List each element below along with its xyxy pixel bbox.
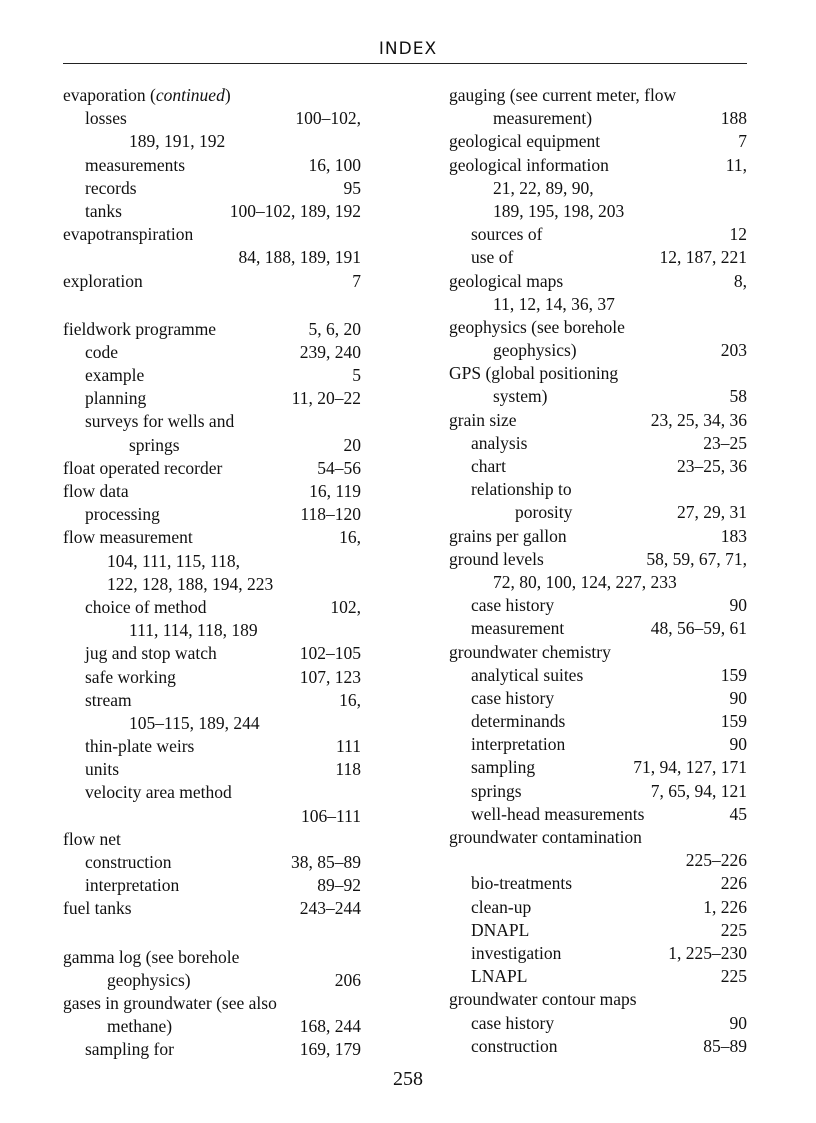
index-entry [63,246,361,269]
index-pages: 90 [729,595,747,616]
index-term: LNAPL [471,966,528,987]
index-term: groundwater contour maps [449,989,637,1010]
index-pages: 107, 123 [299,666,361,687]
index-pages: 168, 244 [299,1016,361,1037]
index-term: groundwater chemistry [449,641,611,662]
index-term: records [85,177,137,198]
index-term: processing [85,504,160,525]
index-term: velocity area method [85,782,232,803]
index-pages: 169, 179 [299,1039,361,1060]
index-pages: 7 [352,270,361,291]
index-term: system) [493,386,548,407]
index-entry [63,503,361,526]
index-term: chart [471,456,506,476]
index-entry [63,874,361,897]
index-term: gauging (see current meter, flow [449,85,677,105]
index-entry [63,457,361,480]
index-entry [449,687,747,710]
index-entry [63,897,361,920]
page-header-title: INDEX [378,39,438,59]
index-pages: 38, 85–89 [291,852,361,872]
index-pages: 225 [720,966,747,987]
index-entry [63,318,361,341]
index-pages: 27, 29, 31 [677,502,747,523]
index-entry [63,1015,361,1038]
index-entry [63,270,361,293]
index-pages: 23–25 [703,432,747,453]
index-term: GPS (global positioning [449,363,619,384]
index-pages: 23–25, 36 [677,456,747,476]
index-pages: 159 [720,664,747,685]
index-term: grains per gallon [449,525,567,546]
index-term: exploration [63,270,143,291]
index-pages: 188 [720,108,747,129]
index-entry [449,130,747,153]
index-entry [63,735,361,758]
index-term: case history [471,687,555,708]
index-pages: 48, 56–59, 61 [650,618,747,639]
index-term: evapotranspiration [63,224,194,245]
index-column-right [449,84,747,1058]
index-pages: 95 [343,177,361,198]
index-term-text: ) [224,85,231,105]
index-entry [449,200,747,223]
index-entry [449,1035,747,1058]
index-pages: 90 [729,687,747,708]
index-term: safe working [85,666,176,687]
index-entry [63,946,361,969]
index-term-text: evaporation ( [63,85,156,105]
index-pages: 71, 94, 127, 171 [633,757,747,778]
index-pages: 58, 59, 67, 71, [646,548,747,569]
index-term: groundwater contamination [449,827,642,847]
index-term: geological information [449,154,609,175]
index-entry [449,826,747,849]
index-entry [63,130,361,153]
index-term: planning [85,388,147,409]
index-term: geological equipment [449,131,601,152]
index-term: springs [129,434,180,455]
index-pages: 89–92 [317,875,361,896]
index-pages: 54–56 [317,457,361,478]
index-entry [449,803,747,826]
index-entry [449,223,747,246]
index-term: case history [471,1012,555,1033]
index-pages: 7, 65, 94, 121 [650,780,747,801]
index-entry [63,387,361,410]
index-term: flow measurement [63,527,193,548]
index-entry [449,154,747,177]
index-term: units [85,759,120,780]
index-entry [449,664,747,687]
index-entry [449,780,747,803]
index-term [63,84,231,107]
index-entry [449,548,747,571]
index-term: example [85,365,145,386]
index-entry [449,733,747,756]
index-entry [63,828,361,851]
index-entry [63,177,361,200]
index-entry [63,200,361,223]
index-entry [63,596,361,619]
page-number: 258 [393,1068,423,1090]
index-entry [449,849,747,872]
index-term: choice of method [85,596,207,617]
index-pages: 159 [720,711,747,732]
index-term: float operated recorder [63,457,223,478]
index-pages: 12, 187, 221 [659,247,747,268]
index-pages: 16, 100 [308,154,361,175]
index-term: geophysics) [107,969,191,990]
index-pages: 111 [336,736,361,757]
index-term: construction [85,852,172,872]
index-pages: 8, [733,270,747,291]
index-term: code [85,341,119,362]
index-entry [449,641,747,664]
index-entry [63,689,361,712]
index-term: 72, 80, 100, 124, 227, 233 [493,571,677,592]
index-pages: 11, [725,154,747,175]
index-term: 111, 114, 118, 189 [129,620,258,641]
index-term: jug and stop watch [85,643,217,664]
index-entry [63,550,361,573]
index-pages: 118–120 [300,504,361,525]
index-entry [449,617,747,640]
index-pages: 106–111 [301,805,361,826]
index-term: 104, 111, 115, 118, [107,550,241,571]
index-term: 189, 191, 192 [129,131,226,152]
index-pages: 16, 119 [309,481,361,501]
index-term: 21, 22, 89, 90, [493,177,594,198]
index-pages: 183 [720,525,747,546]
index-pages: 102, [330,596,361,617]
index-entry [63,758,361,781]
index-entry [449,872,747,895]
index-term: measurement [471,618,565,639]
index-term: DNAPL [471,919,530,940]
index-entry [449,525,747,548]
index-pages: 100–102, 189, 192 [229,200,361,221]
index-entry [449,270,747,293]
index-entry [449,246,747,269]
index-term: flow net [63,828,121,849]
index-term: gases in groundwater (see also [63,992,277,1013]
index-pages: 118 [335,759,361,780]
index-gap [63,921,361,946]
index-entry [449,84,747,107]
index-pages: 84, 188, 189, 191 [238,247,361,268]
index-entry [63,107,361,130]
index-column-left [63,84,361,1062]
index-pages: 102–105 [299,643,361,664]
index-entry [449,293,747,316]
index-entry [449,988,747,1011]
index-entry [449,385,747,408]
index-entry [63,619,361,642]
index-term: tanks [85,200,122,221]
index-entry [449,455,747,478]
index-entry [63,969,361,992]
index-term: geophysics) [493,340,577,361]
index-term: sampling for [85,1039,174,1060]
index-entry [449,362,747,385]
index-pages: 100–102, [295,108,361,129]
index-pages: 7 [738,131,747,152]
index-pages: 12 [729,224,747,245]
index-term: 122, 128, 188, 194, 223 [107,573,274,594]
index-term: 11, 12, 14, 36, 37 [493,293,615,314]
index-term: 189, 195, 198, 203 [493,200,625,221]
index-entry [63,851,361,874]
index-term: interpretation [85,875,180,896]
index-pages: 16, [339,689,361,710]
index-pages: 206 [334,969,361,990]
index-term: methane) [107,1016,173,1037]
index-pages: 225 [720,919,747,940]
index-pages: 243–244 [299,898,361,919]
index-entry [63,666,361,689]
index-entry [63,573,361,596]
index-entry [63,410,361,433]
index-gap [63,293,361,318]
index-term: stream [85,689,132,710]
index-entry [449,478,747,501]
index-entry [63,712,361,735]
index-term-italic: continued [155,85,225,105]
index-term: sampling [471,757,536,778]
index-term: use of [471,247,514,268]
index-entry [63,364,361,387]
index-term: fuel tanks [63,898,132,919]
index-term: sources of [471,224,543,245]
index-term: 105–115, 189, 244 [129,712,260,733]
index-entry [63,642,361,665]
index-entry [449,107,747,130]
index-pages: 45 [729,803,747,824]
index-entry [63,154,361,177]
index-term: investigation [471,942,562,963]
index-entry [449,710,747,733]
index-term: fieldwork programme [63,318,217,339]
index-pages: 5, 6, 20 [308,318,361,339]
index-entry [63,992,361,1015]
index-pages: 5 [352,365,361,386]
index-entry [63,84,361,107]
index-term: well-head measurements [471,803,645,824]
index-term: construction [471,1035,558,1056]
index-entry [449,594,747,617]
index-entry [449,409,747,432]
index-pages: 90 [729,1012,747,1033]
index-pages: 20 [343,434,361,455]
index-term: geophysics (see borehole [449,316,625,337]
index-pages: 85–89 [703,1035,747,1056]
index-entry [449,571,747,594]
index-pages: 225–226 [685,850,747,871]
index-pages: 226 [720,873,747,894]
index-term: geological maps [449,270,564,291]
index-entry [63,1038,361,1061]
index-pages: 1, 225–230 [668,942,747,963]
index-term: interpretation [471,734,566,755]
index-term: springs [471,780,522,801]
index-pages: 239, 240 [299,341,361,362]
index-term: measurement) [493,108,593,129]
index-entry [449,942,747,965]
index-term: relationship to [471,479,572,500]
index-entry [449,919,747,942]
index-entry [63,805,361,828]
index-term: losses [85,108,127,129]
index-entry [449,501,747,524]
index-entry [449,177,747,200]
index-term: gamma log (see borehole [63,946,240,967]
index-term: grain size [449,409,517,430]
index-term: analytical suites [471,664,584,685]
index-term: bio-treatments [471,873,573,894]
index-term: thin-plate weirs [85,736,195,757]
index-entry [63,223,361,246]
header-rule [63,63,747,64]
index-entry [449,1012,747,1035]
index-pages: 11, 20–22 [291,388,361,409]
index-entry [449,432,747,455]
index-entry [449,756,747,779]
index-term: analysis [471,432,528,453]
index-pages: 16, [339,527,361,548]
index-entry [63,341,361,364]
index-term: determinands [471,711,566,732]
index-term: clean-up [471,896,532,917]
index-entry [449,316,747,339]
index-entry [449,965,747,988]
index-pages: 58 [729,386,747,407]
index-term: surveys for wells and [85,411,235,432]
index-pages: 203 [720,340,747,361]
index-pages: 23, 25, 34, 36 [650,409,747,430]
index-pages: 90 [729,734,747,755]
index-entry [63,781,361,804]
index-entry [63,480,361,503]
index-term: case history [471,595,555,616]
index-pages: 1, 226 [703,896,747,917]
index-term: measurements [85,154,186,175]
index-entry [63,434,361,457]
index-term: ground levels [449,548,544,569]
index-entry [449,896,747,919]
index-entry [449,339,747,362]
index-term: flow data [63,481,129,501]
index-entry [63,526,361,549]
index-term: porosity [515,502,573,523]
